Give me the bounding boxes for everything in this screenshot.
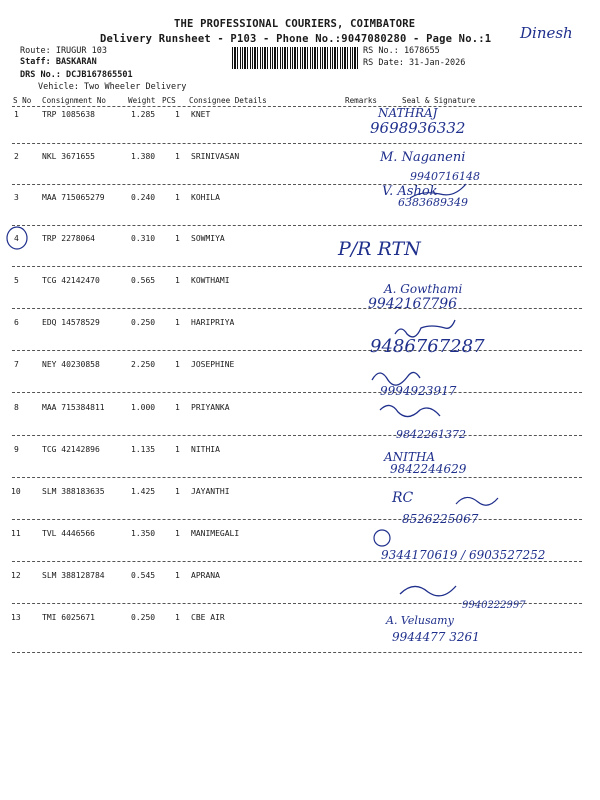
row-consignment: SLM 388128784 <box>42 571 105 580</box>
row-sno: 4 <box>14 234 19 243</box>
row-weight: 1.350 <box>131 529 156 538</box>
row-weight: 0.250 <box>131 318 156 327</box>
handwritten-name: V. Ashok <box>382 184 438 199</box>
row-weight: 1.285 <box>131 110 156 119</box>
row-pcs: 1 <box>175 276 180 285</box>
row-consignment: TRP 1085638 <box>42 110 95 119</box>
col-header-consignee: Consignee Details <box>189 96 267 105</box>
row-consignee: KNET <box>191 110 211 119</box>
row-pcs: 1 <box>175 403 180 412</box>
row-sno: 9 <box>14 445 19 454</box>
row-weight: 1.000 <box>131 403 156 412</box>
handwritten-phone: 9940222997 <box>462 600 526 611</box>
col-header-pcs: PCS <box>162 96 176 105</box>
handwritten-phone: 9944477 3261 <box>392 630 480 644</box>
row-consignee: KOHILA <box>191 193 220 202</box>
col-header-weight: Weight <box>128 96 156 105</box>
route-label: Route: IRUGUR 103 <box>20 46 107 56</box>
row-consignment: SLM 388183635 <box>42 487 105 496</box>
row-consignee: JAYANTHI <box>191 487 230 496</box>
row-weight: 0.250 <box>131 613 156 622</box>
row-sno: 8 <box>14 403 19 412</box>
handwritten-name: A. Gowthami <box>384 282 463 296</box>
row-consignee: JOSEPHINE <box>191 360 235 369</box>
handwritten-name: RC <box>392 490 414 506</box>
row-sno: 7 <box>14 360 19 369</box>
signature-scribble <box>456 497 498 505</box>
row-consignment: TRP 2278064 <box>42 234 95 243</box>
handwritten-phone: 9344170619 / 6903527252 <box>381 548 546 562</box>
row-pcs: 1 <box>175 571 180 580</box>
runsheet-title: Delivery Runsheet - P103 - Phone No.:9047080280 - Page No.:1 <box>100 33 492 45</box>
signature-scribble <box>374 530 390 546</box>
col-header-remarks: Remarks <box>345 96 378 105</box>
row-sno: 5 <box>14 276 19 285</box>
row-weight: 2.250 <box>131 360 156 369</box>
row-pcs: 1 <box>175 110 180 119</box>
row-consignment: NKL 3671655 <box>42 152 95 161</box>
row-consignee: NITHIA <box>191 445 220 454</box>
row-consignment: TVL 4446566 <box>42 529 95 538</box>
rs-number: RS No.: 1678655 <box>363 46 440 56</box>
row-consignment: NEY 40230858 <box>42 360 100 369</box>
row-4-circle <box>7 227 27 249</box>
row-consignment: TMI 6025671 <box>42 613 95 622</box>
row-weight: 0.545 <box>131 571 156 580</box>
row-pcs: 1 <box>175 613 180 622</box>
row-sno: 10 <box>11 487 21 496</box>
handwritten-name: A. Velusamy <box>386 614 454 627</box>
row-pcs: 1 <box>175 487 180 496</box>
handwritten-phone: 9698936332 <box>370 119 466 137</box>
row-weight: 1.380 <box>131 152 156 161</box>
handwritten-phone: 9842261372 <box>396 428 466 441</box>
row-consignee: MANIMEGALI <box>191 529 240 538</box>
row-consignee: PRIYANKA <box>191 403 230 412</box>
row-consignee: SOWMIYA <box>191 234 225 243</box>
row-weight: 0.310 <box>131 234 156 243</box>
row-pcs: 1 <box>175 193 180 202</box>
row-consignment: EDQ 14578529 <box>42 318 100 327</box>
company-name: THE PROFESSIONAL COURIERS, COIMBATORE <box>174 18 416 30</box>
vehicle-label: Vehicle: Two Wheeler Delivery <box>38 82 187 92</box>
row-sno: 1 <box>14 110 19 119</box>
row-pcs: 1 <box>175 234 180 243</box>
row-sno: 2 <box>14 152 19 161</box>
top-signature: Dinesh <box>520 24 573 42</box>
handwritten-phone: 9486767287 <box>370 336 485 357</box>
row-consignee: APRANA <box>191 571 220 580</box>
col-header-consignment: Consignment No <box>42 96 107 105</box>
col-header-sno: S No <box>13 96 32 105</box>
row-weight: 0.240 <box>131 193 156 202</box>
handwritten-name: ANITHA <box>384 450 436 464</box>
row-pcs: 1 <box>175 152 180 161</box>
handwritten-phone: 8526225067 <box>402 512 479 526</box>
row-pcs: 1 <box>175 318 180 327</box>
drs-number: DRS No.: DCJB167865501 <box>20 70 133 80</box>
handwritten-phone: 9940716148 <box>410 170 480 183</box>
handwritten-phone: 9942167796 <box>368 296 458 312</box>
row-weight: 0.565 <box>131 276 156 285</box>
handwritten-remark: P/R RTN <box>338 238 421 260</box>
row-pcs: 1 <box>175 529 180 538</box>
signature-scribble <box>400 586 456 596</box>
row-sno: 6 <box>14 318 19 327</box>
row-consignment: MAA 715065279 <box>42 193 105 202</box>
handwritten-phone: 9842244629 <box>390 462 467 476</box>
row-sno: 11 <box>11 529 21 538</box>
handwritten-name: M. Naganeni <box>380 150 466 165</box>
handwritten-phone: 9994923917 <box>380 384 457 398</box>
row-consignee: HARIPRIYA <box>191 318 235 327</box>
row-pcs: 1 <box>175 360 180 369</box>
row-consignee: SRINIVASAN <box>191 152 240 161</box>
handwritten-phone: 6383689349 <box>398 196 468 209</box>
signature-scribble <box>380 405 440 416</box>
row-consignee: CBE AIR <box>191 613 225 622</box>
row-consignee: KOWTHAMI <box>191 276 230 285</box>
staff-label: Staff: BASKARAN <box>20 57 97 67</box>
row-weight: 1.135 <box>131 445 156 454</box>
row-pcs: 1 <box>175 445 180 454</box>
handwritten-name: NATHRAJ <box>378 106 438 120</box>
row-sno: 12 <box>11 571 21 580</box>
row-weight: 1.425 <box>131 487 156 496</box>
col-header-seal: Seal & Signature <box>402 96 476 105</box>
rs-date: RS Date: 31-Jan-2026 <box>363 58 466 68</box>
row-consignment: MAA 715384811 <box>42 403 105 412</box>
row-consignment: TCG 42142470 <box>42 276 100 285</box>
signature-scribble <box>395 320 455 337</box>
row-sno: 3 <box>14 193 19 202</box>
row-sno: 13 <box>11 613 21 622</box>
row-consignment: TCG 42142896 <box>42 445 100 454</box>
